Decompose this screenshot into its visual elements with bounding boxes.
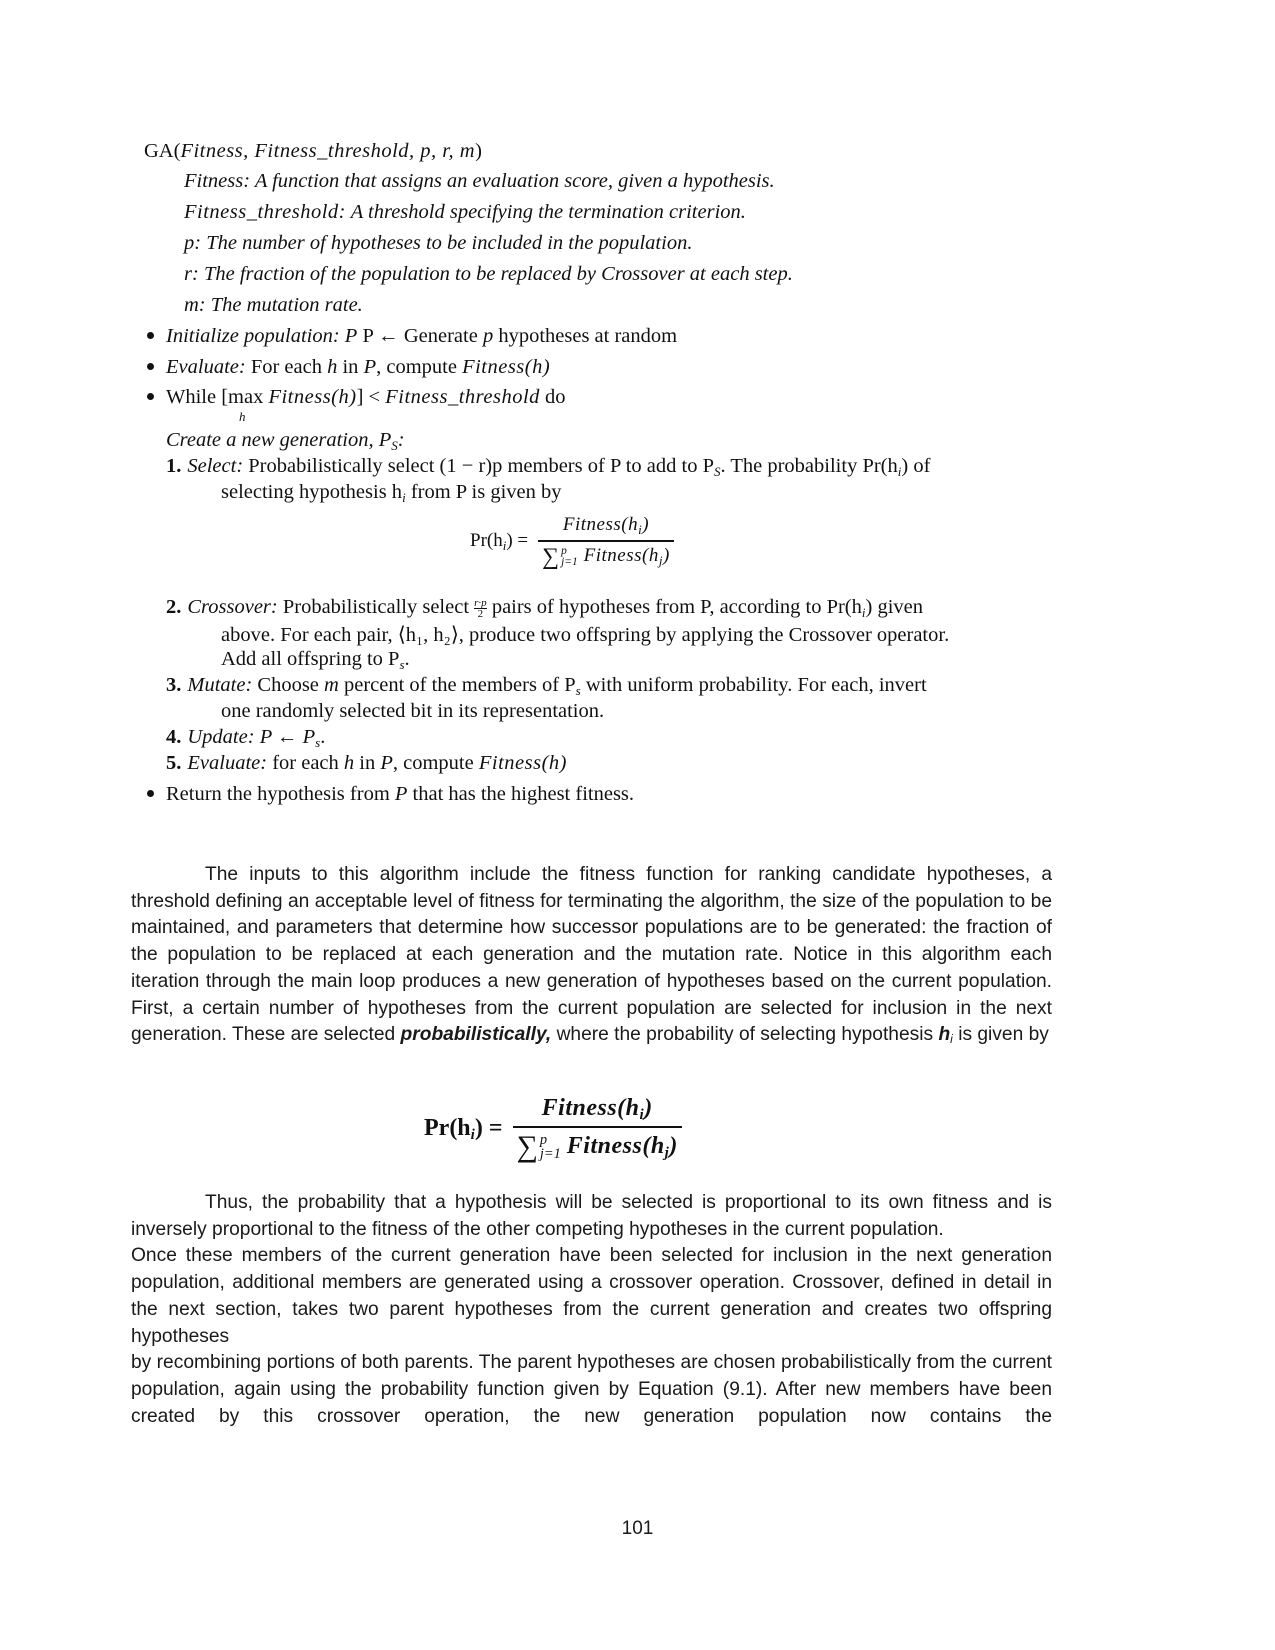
fitness-fn: Fitness(h): [462, 356, 551, 378]
algorithm-name: GA: [144, 140, 174, 162]
step-label: Mutate:: [187, 674, 253, 696]
bullet-evaluate: [147, 356, 550, 379]
bullet-text: P ← Generate: [362, 325, 478, 347]
step-select: [166, 455, 930, 480]
bullet-text: in: [342, 356, 359, 378]
bullet-while: [147, 386, 566, 409]
step-number: 3.: [166, 674, 182, 696]
step-text: , compute: [392, 752, 474, 774]
var-h: h: [343, 752, 355, 774]
var-p: p: [482, 325, 494, 347]
step-text: selecting hypothesis h: [221, 481, 403, 503]
step-evaluate: [166, 752, 567, 775]
step-text: Probabilistically select (1 − r)p members of P to add to P: [248, 455, 714, 477]
subscript: s: [575, 683, 581, 698]
body-paragraph-2: [131, 1190, 1052, 1430]
bullet-icon: [147, 790, 154, 797]
step-crossover: [166, 596, 923, 621]
sigma-icon: ∑: [542, 543, 560, 570]
step-update: [166, 726, 325, 751]
subscript: s: [315, 735, 321, 750]
algorithm-signature: GA(Fitness, Fitness_threshold, p, r, m): [144, 140, 482, 162]
bullet-text: that has the highest fitness.: [412, 783, 635, 805]
step-number: 1.: [166, 455, 182, 477]
equation-lhs: $Pr(h_i)$ =: [470, 530, 529, 554]
page-number: 101: [621, 1518, 654, 1539]
bullet-label: Initialize population:: [166, 325, 340, 347]
var-m: m: [324, 674, 339, 696]
step-text: Choose: [257, 674, 319, 696]
bullet-label: Evaluate:: [166, 356, 246, 378]
subscript: i: [950, 1032, 953, 1047]
step-text: P ← P: [259, 726, 316, 748]
paragraph-recombining: by recombining portions of both parents. The parent hypotheses are chosen probabilistically from the current population, again using the probability function given by Equation (9.1). After new members have been created by this crossover operation, the new generation population now contains the: [131, 1352, 1052, 1427]
subscript: i: [897, 464, 902, 479]
param-desc-r: [184, 263, 793, 286]
step-text: from P is given by: [405, 481, 562, 503]
param-term: Fitness_threshold:: [184, 201, 346, 223]
step-text: with uniform probability. For each, invert: [585, 674, 927, 696]
fitness-fn: Fitness(h): [268, 386, 357, 408]
subscript: i: [861, 605, 866, 620]
equation-numerator: $Fitness(h_i)$: [562, 514, 650, 537]
bullet-initialize: Initialize population: P P ← Generate p hypotheses at random: [147, 325, 677, 348]
equation-lhs: $Pr(h_i)$ =: [424, 1115, 503, 1143]
param-text: The fraction of the population to be replaced by Crossover at each step.: [203, 263, 793, 285]
bullet-text: hypotheses at random: [498, 325, 678, 347]
step-label: Update:: [187, 726, 255, 748]
step-number: 4.: [166, 726, 182, 748]
step-text: pairs of hypotheses from P, according to Pr(h: [491, 596, 862, 618]
step-mutate: [166, 674, 927, 699]
param-term: Fitness:: [184, 170, 251, 192]
step-text: Probabilistically select: [282, 596, 470, 618]
param-desc-fitness: [184, 170, 775, 193]
step-label: Crossover:: [187, 596, 278, 618]
emphasis-text: probabilistically,: [400, 1024, 552, 1046]
param-desc-threshold: [184, 201, 746, 224]
step-select-line2: [221, 481, 562, 506]
create-generation-text: Create a new generation, P: [166, 429, 392, 451]
pairs-fraction: $\frac{r\cdot p}{2}$: [474, 596, 487, 620]
step-text: . The probability Pr(h: [720, 455, 898, 477]
bullet-icon: [147, 363, 154, 370]
step-text: ) of: [901, 455, 931, 477]
step-label: Select:: [187, 455, 244, 477]
param-desc-m: [184, 294, 363, 317]
bullet-text: do: [545, 386, 566, 408]
step-number: 5.: [166, 752, 182, 774]
selection-probability-equation: [470, 514, 674, 571]
subscript: s: [399, 657, 405, 672]
step-crossover-line3: [221, 648, 410, 673]
step-mutate-line2: one randomly selected bit in its representation.: [221, 700, 605, 722]
bullet-return: [147, 783, 634, 806]
paragraph-crossover: Once these members of the current generation have been selected for inclusion in the next generation population, additional members are generated using a crossover operation. Crossover, defined in detail in the next section, takes two parent hypotheses from the current generation and creates two offspring hypotheses: [131, 1245, 1052, 1347]
fitness-fn: Fitness(h): [478, 752, 567, 774]
param-text: The mutation rate.: [210, 294, 363, 316]
equation-fraction: [513, 1095, 682, 1164]
equation-fraction: [538, 514, 674, 571]
bullet-text: While [max: [166, 386, 264, 408]
step-label: Evaluate:: [187, 752, 268, 774]
step-text: in: [359, 752, 376, 774]
bullet-icon: [147, 393, 154, 400]
var-P: P: [363, 356, 377, 378]
subscript: i: [402, 490, 406, 505]
step-text: Add all offspring to P: [221, 648, 400, 670]
sigma-icon: ∑: [516, 1130, 538, 1163]
var-P: P: [394, 783, 408, 805]
step-text: percent of the members of P: [343, 674, 576, 696]
create-generation: Create a new generation, $P_S$:: [166, 429, 405, 453]
paragraph-text: The inputs to this algorithm include the fitness function for ranking candidate hypotheses, a threshold defining an acceptable level of fitness for terminating the algorithm, the size of the population to be maintained, and parameters that determine how successor populations are to be generated: the fraction of the population to be replaced at each generation and the mutation rate. Notice in this algorithm each iteration through the main loop produces a new generation of hypotheses based on the current population. First, a certain number of hypotheses from the current population are selected for inclusion in the next generation. These are selected: [131, 864, 1052, 1046]
bullet-text: For each: [250, 356, 322, 378]
equation-denominator: ∑ p j=1 $Fitness(h_j)$: [542, 543, 670, 570]
bullet-text: Return the hypothesis from: [166, 783, 390, 805]
equation-numerator: $Fitness(h_i)$: [541, 1095, 653, 1123]
paragraph-text: is given by: [958, 1024, 1049, 1046]
subscript: S: [713, 464, 721, 479]
param-term: m:: [184, 294, 206, 316]
step-text: .: [320, 726, 326, 748]
equation-denominator: ∑ p j=1 $Fitness(h_j)$: [516, 1130, 678, 1163]
body-paragraph-1: [131, 862, 1052, 1053]
param-term: p:: [184, 232, 202, 254]
bullet-icon: [147, 332, 154, 339]
step-text: ) given: [865, 596, 924, 618]
sum-limits: p j=1: [561, 544, 578, 569]
param-text: A threshold specifying the termination criterion.: [350, 201, 746, 223]
sum-limits: p j=1: [539, 1131, 561, 1162]
step-text: .: [404, 648, 410, 670]
var-P: P: [380, 752, 393, 774]
subscript: S: [391, 438, 398, 453]
paragraph-proportional: Thus, the probability that a hypothesis will be selected is proportional to its own fitness and is inversely proportional to the fitness of the other competing hypotheses in the current population.: [131, 1192, 1052, 1240]
bullet-text: , compute: [376, 356, 457, 378]
step-number: 2.: [166, 596, 182, 618]
threshold-var: Fitness_threshold: [385, 386, 540, 408]
var-h: h: [938, 1024, 951, 1046]
param-desc-p: [184, 232, 692, 255]
param-text: The number of hypotheses to be included in the population.: [206, 232, 693, 254]
step-crossover-line2: above. For each pair, ⟨h₁, h₂⟩, produce two offspring by applying the Crossover operator.: [221, 624, 950, 646]
selection-probability-equation-main: [424, 1095, 682, 1164]
step-text: for each: [272, 752, 339, 774]
bullet-text: ] <: [356, 386, 381, 408]
var-h: h: [327, 356, 338, 378]
param-text: A function that assigns an evaluation score, given a hypothesis.: [254, 170, 775, 192]
param-term: r:: [184, 263, 199, 285]
paragraph-inputs: [131, 862, 1052, 1053]
algorithm-params: Fitness, Fitness_threshold, p, r, m: [180, 140, 476, 162]
max-subscript: h: [239, 409, 246, 424]
paragraph-text: where the probability of selecting hypothesis: [556, 1024, 934, 1046]
